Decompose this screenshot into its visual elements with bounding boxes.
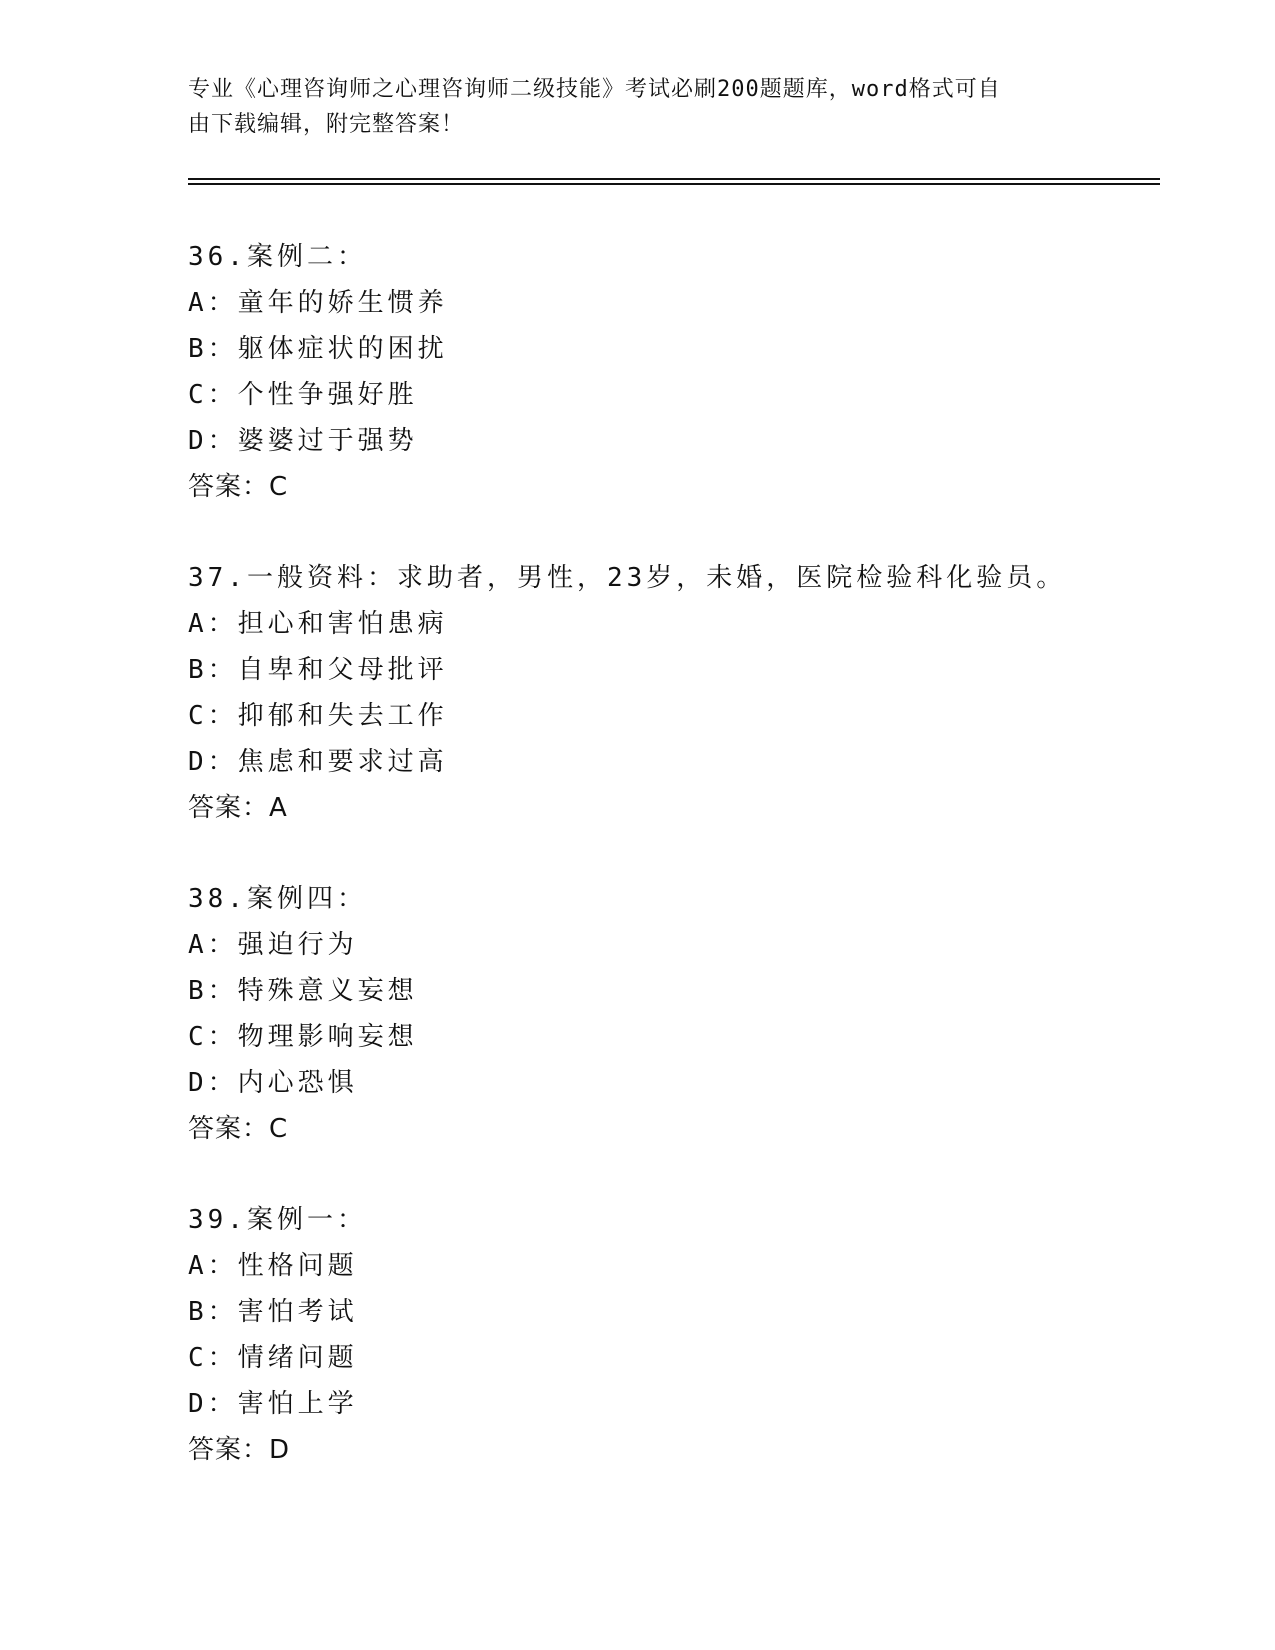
- answer-label: 答案：C: [188, 1114, 289, 1144]
- question-36: [188, 234, 1148, 510]
- header-divider-top: [188, 178, 1160, 180]
- question-stem: 37.一般资料：求助者，男性，23岁，未婚，医院检验科化验员。: [188, 563, 1067, 593]
- option-b: B：自卑和父母批评: [188, 655, 448, 685]
- option-c: C：抑郁和失去工作: [188, 701, 448, 731]
- option-d: D：害怕上学: [188, 1389, 358, 1419]
- option-a: A：担心和害怕患病: [188, 609, 448, 639]
- header-line-1: 专业《心理咨询师之心理咨询师二级技能》考试必刷200题题库，word格式可自: [188, 77, 1001, 102]
- option-c: C：情绪问题: [188, 1343, 358, 1373]
- question-37: [188, 555, 1148, 831]
- question-stem: 39.案例一：: [188, 1205, 367, 1235]
- option-a: A：性格问题: [188, 1251, 358, 1281]
- option-d: D：焦虑和要求过高: [188, 747, 448, 777]
- question-stem: 38.案例四：: [188, 884, 367, 914]
- header-divider-bottom: [188, 183, 1160, 185]
- document-header: [188, 72, 1078, 142]
- option-b: B：躯体症状的困扰: [188, 334, 448, 364]
- answer-label: 答案：C: [188, 472, 289, 502]
- option-a: A：童年的娇生惯养: [188, 288, 448, 318]
- option-d: D：内心恐惧: [188, 1068, 358, 1098]
- option-d: D：婆婆过于强势: [188, 426, 418, 456]
- question-stem: 36.案例二：: [188, 242, 367, 272]
- option-c: C：物理影响妄想: [188, 1022, 418, 1052]
- answer-label: 答案：A: [188, 793, 288, 823]
- answer-label: 答案：D: [188, 1435, 291, 1465]
- option-c: C：个性争强好胜: [188, 380, 418, 410]
- question-38: [188, 876, 1148, 1152]
- question-39: [188, 1197, 1148, 1473]
- option-b: B：特殊意义妄想: [188, 976, 418, 1006]
- option-b: B：害怕考试: [188, 1297, 358, 1327]
- option-a: A：强迫行为: [188, 930, 358, 960]
- header-line-2: 由下载编辑，附完整答案！: [188, 112, 465, 137]
